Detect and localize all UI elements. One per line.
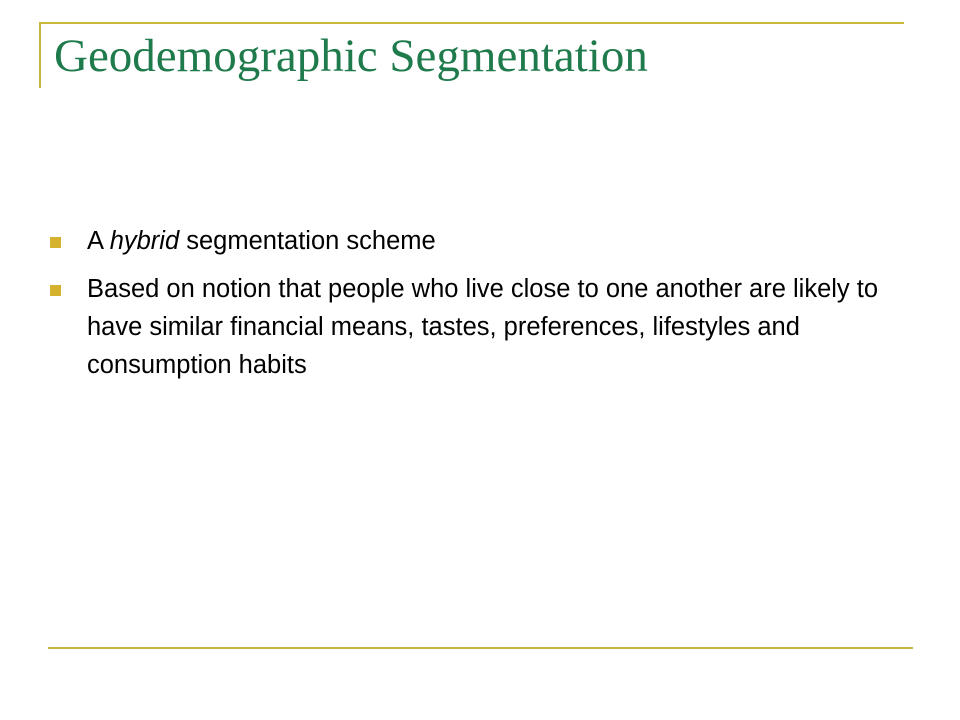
- bullet-item-hybrid: [50, 222, 880, 260]
- bullet-list: [50, 222, 880, 394]
- bullet-item-notion: [50, 270, 880, 384]
- left-rule: [39, 22, 41, 88]
- bullet-text-suffix: segmentation scheme: [179, 227, 436, 255]
- square-bullet-icon: [50, 285, 61, 296]
- bottom-rule: [48, 647, 913, 649]
- square-bullet-icon: [50, 237, 61, 248]
- bullet-text-notion: Based on notion that people who live close to one another are likely to have similar financial means, tastes, preferences, lifestyles and consumption habits: [87, 275, 879, 379]
- top-rule: [39, 22, 904, 24]
- slide-title: Geodemographic Segmentation: [54, 30, 648, 82]
- emphasis-hybrid: hybrid: [109, 227, 180, 255]
- bullet-text-prefix: A: [87, 227, 110, 255]
